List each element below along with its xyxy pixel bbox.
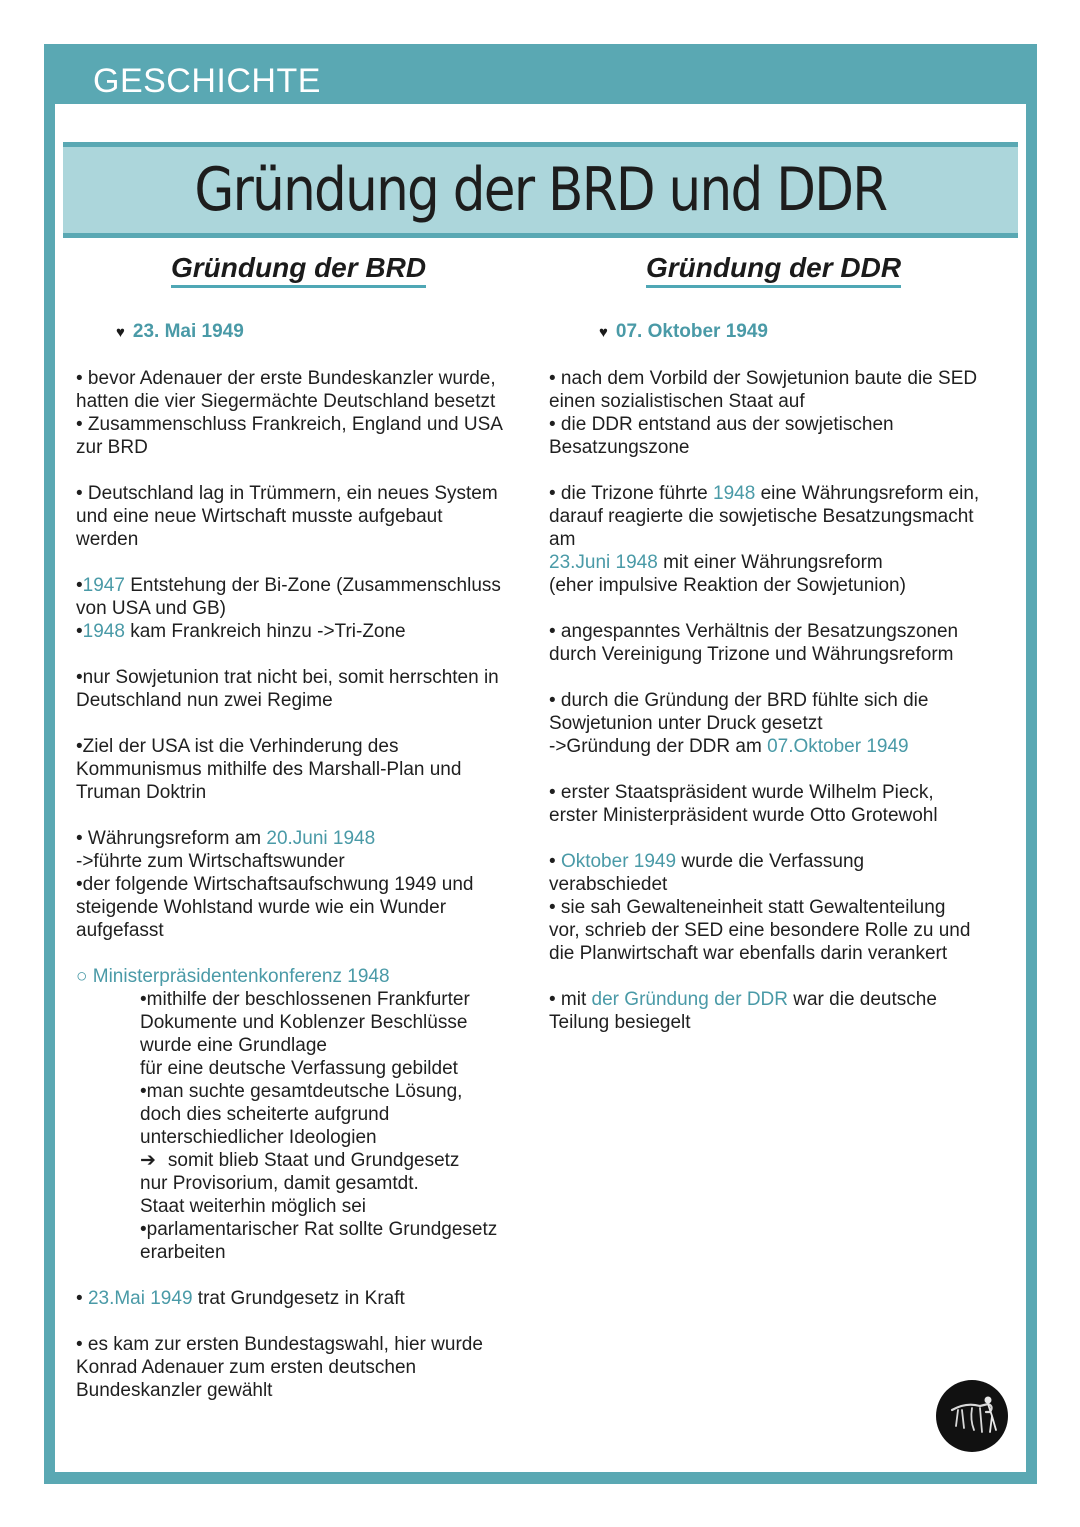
paragraph: •1947 Entstehung der Bi-Zone (Zusammenschluss von USA und GB) •1948 kam Frankreich hinzu ->Tri-Zone [76, 575, 501, 642]
paragraph: • angespanntes Verhältnis der Besatzungszonen durch Vereinigung Trizone und Währungsreform [549, 621, 959, 665]
paragraph: • erster Staatspräsident wurde Wilhelm Pieck, erster Ministerpräsident wurde Otto Grotewohl [549, 782, 938, 826]
paragraph: ○ Ministerpräsidentenkonferenz 1948 •mithilfe der beschlossenen Frankfurter Dokumente und Koblenzer Beschlüsse wurde eine Grundlage für eine deutsche Verfassung gebildet •man suchte gesamtdeutsche Lösung, doch dies scheiterte aufgrund unterschiedlicher Ideologien ➔ somit blieb Staat und Grundgesetz nur Provisorium, damit gesamtdt. Staat weiterhin möglich sei •parlamentarischer Rat sollte Grundgesetz erarbeiten [76, 965, 538, 1264]
paragraph: • Währungsreform am 20.Juni 1948 ->führte zum Wirtschaftswunder •der folgende Wirtschaftsaufschwung 1949 und steigende Wohlstand wurde wie ein Wunder aufgefasst [76, 828, 474, 941]
page-title: Gründung der BRD und DDR [194, 155, 887, 225]
paragraph: • die Trizone führte 1948 eine Währungsreform ein, darauf reagierte die sowjetische Besatzungsmacht am 23.Juni 1948 mit einer Währungsreform (eher impulsive Reaktion der Sowjetunion) [549, 483, 980, 596]
heart-icon: ♥ [599, 324, 608, 341]
paragraph: • es kam zur ersten Bundestagswahl, hier wurde Konrad Adenauer zum ersten deutschen Bundeskanzler gewählt [76, 1334, 483, 1401]
paragraph: • mit der Gründung der DDR war die deutsche Teilung besiegelt [549, 989, 937, 1033]
subject-label: GESCHICHTE [93, 62, 321, 100]
heading-ddr: Gründung der DDR [646, 252, 901, 288]
brd-column [76, 367, 538, 1425]
indented-block: •mithilfe der beschlossenen Frankfurter Dokumente und Koblenzer Beschlüsse wurde eine Grundlage für eine deutsche Verfassung gebildet •man suchte gesamtdeutsche Lösung, doch dies scheiterte aufgrund unterschiedlicher Ideologien ➔ somit blieb Staat und Grundgesetz nur Provisorium, damit gesamtdt. Staat weiterhin möglich sei •parlamentarischer Rat sollte Grundgesetz erarbeiten [140, 989, 498, 1263]
paragraph: • Oktober 1949 wurde die Verfassung verabschiedet • sie sah Gewalteneinheit statt Gewaltenteilung vor, schrieb der SED eine besondere Rolle zu und die Planwirtschaft war ebenfalls darin verankert [549, 851, 971, 964]
arrow-right-icon: ➔ [140, 1150, 156, 1171]
paragraph: •Ziel der USA ist die Verhinderung des Kommunismus mithilfe des Marshall-Plan und Truman Doktrin [76, 736, 462, 803]
date-ddr: ♥ 07. Oktober 1949 [599, 321, 768, 342]
paragraph: • durch die Gründung der BRD fühlte sich die Sowjetunion unter Druck gesetzt ->Gründung der DDR am 07.Oktober 1949 [549, 690, 929, 757]
paragraph: • nach dem Vorbild der Sowjetunion baute die SED einen sozialistischen Staat auf • die DDR entstand aus der sowjetischen Besatzungszone [549, 368, 978, 458]
paragraph: • 23.Mai 1949 trat Grundgesetz in Kraft [76, 1288, 405, 1309]
paragraph: • bevor Adenauer der erste Bundeskanzler wurde, hatten die vier Siegermächte Deutschland besetzt • Zusammenschluss Frankreich, England und USA zur BRD [76, 368, 503, 458]
title-band [63, 142, 1018, 238]
heart-icon: ♥ [116, 324, 125, 341]
heading-brd: Gründung der BRD [171, 252, 426, 288]
date-brd: ♥ 23. Mai 1949 [116, 321, 244, 342]
ddr-column [549, 367, 1014, 1057]
paragraph: •nur Sowjetunion trat nicht bei, somit herrschten in Deutschland nun zwei Regime [76, 667, 499, 711]
paragraph: • Deutschland lag in Trümmern, ein neues System und eine neue Wirtschaft musste aufgebaut werden [76, 483, 498, 550]
sketch-figure-icon [936, 1380, 1008, 1452]
author-avatar [936, 1380, 1008, 1452]
